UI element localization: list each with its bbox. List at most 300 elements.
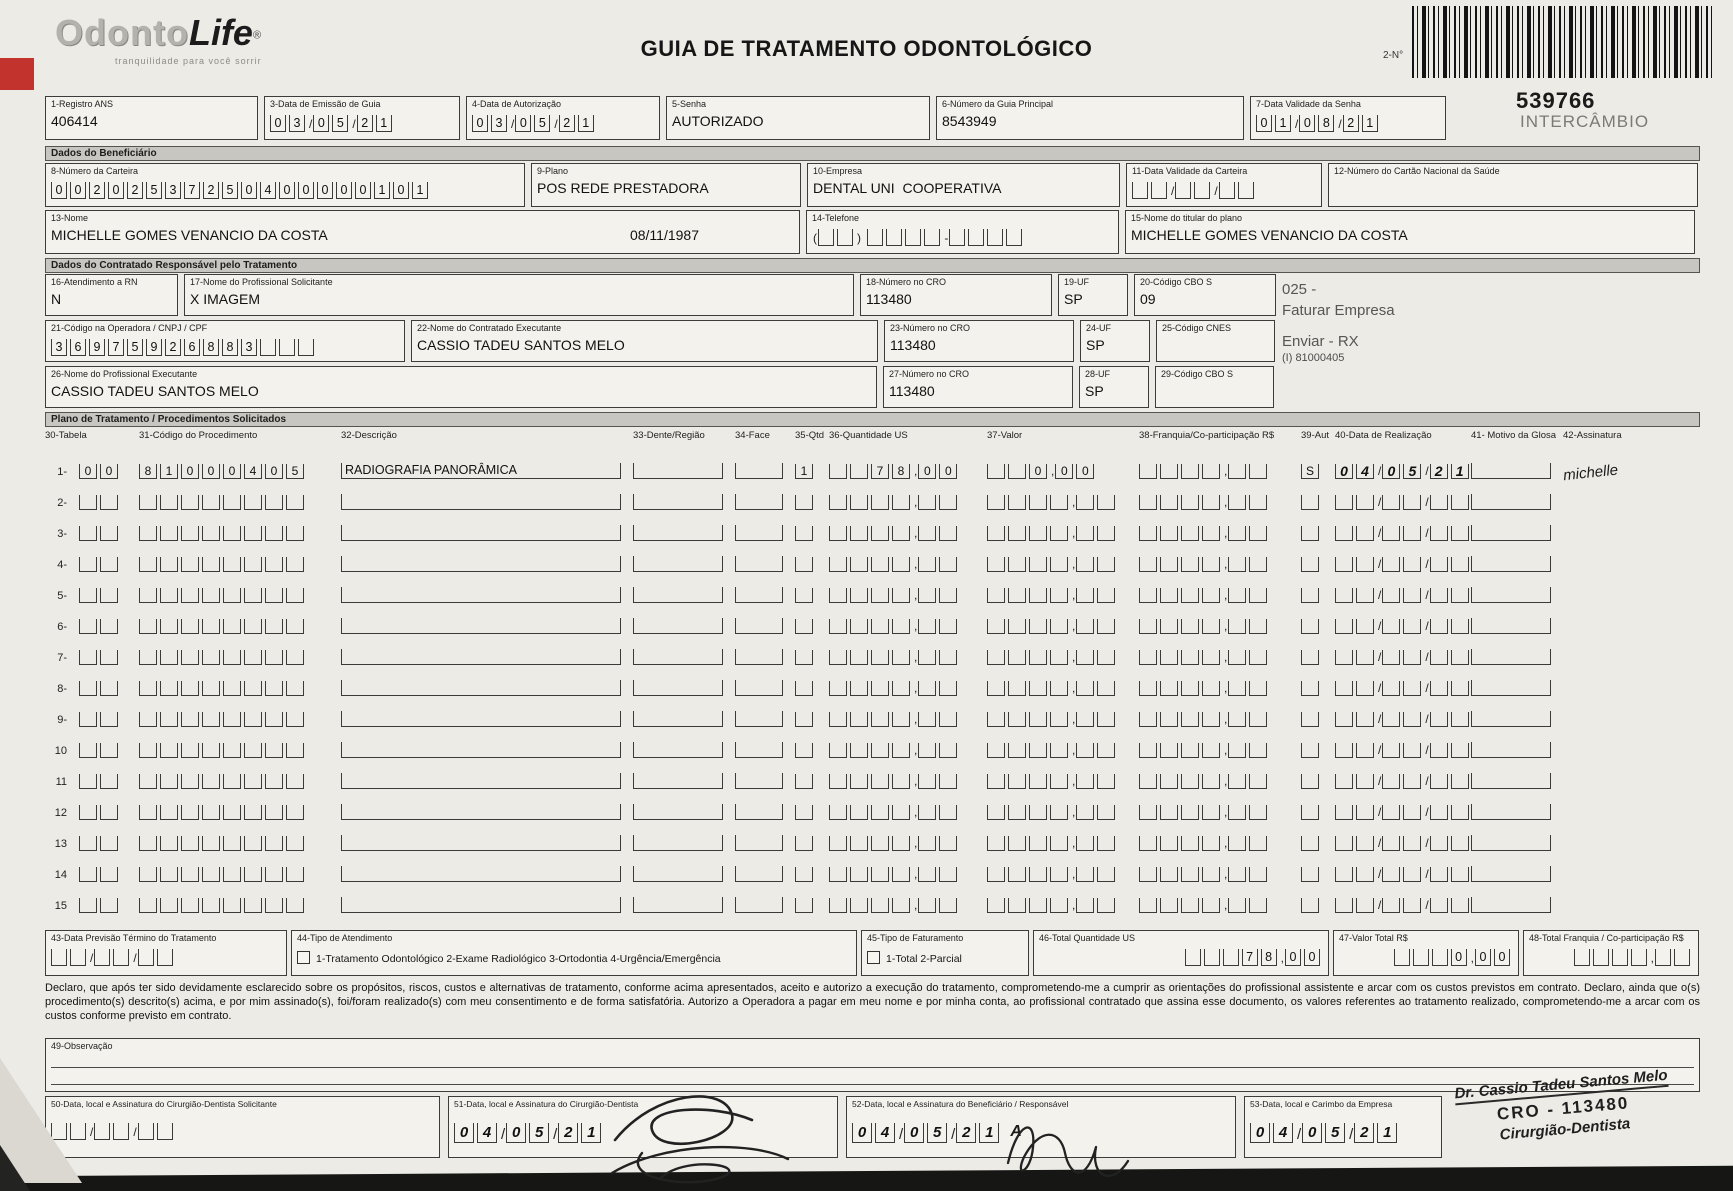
data-realizacao-comb: / /: [1335, 742, 1459, 758]
field-cro-solicitante: [860, 274, 1052, 316]
field-label: 9-Plano: [537, 166, 569, 176]
field-label: 16-Atendimento a RN: [51, 277, 138, 287]
procedure-row: [45, 851, 1663, 882]
field-label: 20-Código CBO S: [1140, 277, 1213, 287]
field-registro-ans: [45, 96, 258, 140]
field-observacao: [45, 1038, 1700, 1092]
tabela-comb: [79, 557, 127, 572]
procedure-row: [45, 479, 1663, 510]
aut-comb: [1301, 650, 1323, 665]
aut-comb: [1301, 557, 1323, 572]
qtd-comb: [795, 805, 817, 820]
field-value-comb: 3 6 9 7 5 9 2 6 8 8 3: [51, 339, 399, 356]
valor-comb: ,: [987, 525, 1127, 541]
field-value: MICHELLE GOMES VENANCIO DA COSTA: [51, 227, 328, 243]
field-senha: [666, 96, 930, 140]
col-assinatura: 42-Assinatura: [1563, 430, 1622, 441]
franquia-comb: ,: [1139, 680, 1289, 696]
field-value-comb: 0 , 0 0: [1339, 949, 1513, 966]
valor-comb: ,: [987, 680, 1127, 696]
codigo-comb: [139, 650, 329, 665]
dente-regiao-field: [633, 494, 723, 510]
tabela-comb: [79, 743, 127, 758]
data-realizacao-comb: / /: [1335, 494, 1459, 510]
row-number: 1-: [57, 466, 67, 478]
stamp-doctor-name: Dr. Cassio Tadeu Santos Melo: [1454, 1067, 1669, 1106]
data-realizacao-comb: / /: [1335, 649, 1459, 665]
qtd-comb: [795, 774, 817, 789]
field-value: 406414: [51, 113, 98, 129]
field-value-comb: 7 8 , 0 0: [1039, 949, 1323, 966]
row-number: 3-: [57, 528, 67, 540]
tabela-comb: [79, 898, 127, 913]
field-label: 21-Código na Operadora / CNPJ / CPF: [51, 323, 208, 333]
aut-comb: [1301, 588, 1323, 603]
tabela-comb: [79, 712, 127, 727]
field-value: SP: [1085, 383, 1104, 399]
field-label: 13-Nome: [51, 213, 89, 223]
codigo-comb: [139, 774, 329, 789]
field-value-comb: 0 0 2 0 2 5 3 7 2 5 0 4 0 0 0 0 0 1 0 1: [51, 182, 519, 199]
valor-comb: 0 , 0 0: [987, 463, 1127, 479]
descricao-field: [341, 804, 621, 820]
codigo-comb: [139, 619, 329, 634]
registered-mark-icon: ®: [252, 29, 262, 42]
aut-comb: [1301, 836, 1323, 851]
row-number: 4-: [57, 559, 67, 571]
quantidade-us-comb: ,: [829, 618, 975, 634]
col-aut: 39-Aut: [1301, 430, 1329, 441]
field-titular-plano: [1125, 210, 1695, 254]
descricao-field: [341, 587, 621, 603]
annotation-billing: Faturar Empresa: [1282, 302, 1395, 319]
field-uf-solicitante: [1058, 274, 1128, 316]
field-value: DENTAL UNI COOPERATIVA: [813, 180, 1002, 196]
field-label: 12-Número do Cartão Nacional da Saúde: [1334, 166, 1500, 176]
row-totals: [45, 930, 1699, 976]
field-label: 10-Empresa: [813, 166, 863, 176]
field-nome: [45, 210, 800, 254]
field-label: 3-Data de Emissão de Guia: [270, 99, 381, 109]
field-value: POS REDE PRESTADORA: [537, 180, 709, 196]
valor-comb: ,: [987, 494, 1127, 510]
field-value: SP: [1086, 337, 1105, 353]
col-qtd: 35-Qtd: [795, 430, 825, 441]
franquia-comb: ,: [1139, 587, 1289, 603]
field-label: 46-Total Quantidade US: [1039, 933, 1136, 943]
franquia-comb: ,: [1139, 804, 1289, 820]
field-label: 47-Valor Total R$: [1339, 933, 1408, 943]
codigo-comb: 8 1 0 0 0 4 0 5: [139, 464, 329, 479]
aut-comb: [1301, 619, 1323, 634]
qtd-comb: [795, 867, 817, 882]
dentist-signature-scribble: [600, 1085, 815, 1190]
field-tipo-faturamento: [861, 930, 1029, 976]
stamp-cro-number: CRO - 113480: [1496, 1093, 1631, 1124]
tabela-comb: [79, 867, 127, 882]
row-number: 12: [54, 807, 67, 819]
section-beneficiario: Dados do Beneficiário: [45, 146, 1700, 161]
descricao-field: RADIOGRAFIA PANORÂMICA: [341, 463, 621, 479]
codigo-comb: [139, 557, 329, 572]
codigo-comb: [139, 805, 329, 820]
quantidade-us-comb: ,: [829, 587, 975, 603]
qtd-comb: [795, 557, 817, 572]
declaration-text: Declaro, que após ter sido devidamente esclarecido sobre os propósitos, riscos, custos e alternativas de tratamento, conforme acima apresentados, aceito e autorizo a execução do tratamento, comprometendo-me a cumprir as orientações do profissional assistente e arcar com os custos previstos em contrato. Declaro, ainda que o(s) procedimento(s) descrito(s) acima, e por mim assinado(s), foi/foram realizado(s) com meu consentimento e de forma satisfatória. Autorizo a Operadora a pagar em meu nome e por minha conta, ao profissional contratado que assina esse documento, os valores referentes ao tratamento realizado, comprometendo-me a arcar com os custos conforme previsto em contrato.: [45, 982, 1700, 1022]
procedure-row: [45, 603, 1663, 634]
franquia-comb: ,: [1139, 866, 1289, 882]
field-data-autorizacao: [466, 96, 660, 140]
row-carteira: [45, 163, 1698, 207]
field-label: 7-Data Validade da Senha: [1256, 99, 1361, 109]
franquia-comb: ,: [1139, 494, 1289, 510]
field-label: 25-Código CNES: [1162, 323, 1232, 333]
face-field: [735, 680, 783, 696]
field-value-comb: 0 3 / 0 5 / 2 1: [270, 115, 454, 132]
logo-text-odonto: Odonto: [55, 12, 189, 53]
field-uf-executante: [1080, 320, 1150, 362]
qtd-comb: [795, 898, 817, 913]
field-cro-profissional: [883, 366, 1073, 408]
col-dente: 33-Dente/Região: [633, 430, 705, 441]
field-total-quantidade-us: [1033, 930, 1329, 976]
field-label: 11-Data Validade da Carteira: [1132, 166, 1248, 176]
valor-comb: ,: [987, 556, 1127, 572]
dente-regiao-field: [633, 556, 723, 572]
quantidade-us-comb: ,: [829, 835, 975, 851]
aut-comb: [1301, 774, 1323, 789]
assinatura-handwriting: [1563, 908, 1662, 918]
tipo-atendimento-checkbox: [297, 951, 310, 964]
field-empresa: [807, 163, 1120, 207]
franquia-comb: ,: [1139, 525, 1289, 541]
field-profissional-solicitante: [184, 274, 854, 316]
field-label: 5-Senha: [672, 99, 707, 109]
qtd-comb: [795, 681, 817, 696]
face-field: [735, 618, 783, 634]
field-label: 53-Data, local e Carimbo da Empresa: [1250, 1099, 1393, 1109]
descricao-field: [341, 680, 621, 696]
motivo-glosa-field: [1471, 587, 1551, 603]
dente-regiao-field: [633, 742, 723, 758]
motivo-glosa-field: [1471, 804, 1551, 820]
section-contratado: Dados do Contratado Responsável pelo Tratamento: [45, 258, 1700, 273]
data-realizacao-comb: 0 4 / 0 5 / 2 1: [1335, 463, 1459, 479]
qtd-comb: [795, 526, 817, 541]
descricao-field: [341, 711, 621, 727]
birth-date-value: 08/11/1987: [629, 227, 699, 243]
quantidade-us-comb: ,: [829, 773, 975, 789]
valor-comb: ,: [987, 773, 1127, 789]
field-previsao-termino: [45, 930, 287, 976]
qtd-comb: [795, 588, 817, 603]
motivo-glosa-field: [1471, 742, 1551, 758]
page-corner-shadow: [0, 1145, 30, 1191]
franquia-comb: ,: [1139, 618, 1289, 634]
field-cbo-solicitante: [1134, 274, 1276, 316]
dente-regiao-field: [633, 773, 723, 789]
field-value-comb: 0 3 / 0 5 / 2 1: [472, 115, 654, 132]
dente-regiao-field: [633, 680, 723, 696]
qtd-comb: 1: [795, 464, 817, 479]
field-label: 23-Número no CRO: [890, 323, 971, 333]
face-field: [735, 494, 783, 510]
procedure-row: [45, 727, 1663, 758]
field-contratado-executante: [411, 320, 878, 362]
col-face: 34-Face: [735, 430, 770, 441]
data-realizacao-comb: / /: [1335, 680, 1459, 696]
procedure-row: [45, 665, 1663, 696]
qtd-comb: [795, 743, 817, 758]
typed-annotations: [1282, 281, 1395, 364]
procedure-row: [45, 820, 1663, 851]
field-cro-executante: [884, 320, 1074, 362]
franquia-comb: ,: [1139, 649, 1289, 665]
tabela-comb: [79, 836, 127, 851]
row-nome-beneficiario: [45, 210, 1695, 254]
quantidade-us-comb: ,: [829, 742, 975, 758]
field-label: 49-Observação: [51, 1041, 113, 1051]
row-number: 7-: [57, 652, 67, 664]
assinatura-handwriting: michelle: [1562, 461, 1619, 485]
field-value-comb: 0 1 / 0 8 / 2 1: [1256, 115, 1440, 132]
field-label: 26-Nome do Profissional Executante: [51, 369, 198, 379]
descricao-field: [341, 494, 621, 510]
motivo-glosa-field: [1471, 897, 1551, 913]
procedure-row: [45, 758, 1663, 789]
field-label: 18-Número no CRO: [866, 277, 947, 287]
annotation-code: 025 -: [1282, 281, 1317, 298]
row-number: 10: [54, 745, 67, 757]
row-number: 14: [54, 869, 67, 881]
dente-regiao-field: [633, 866, 723, 882]
field-total-franquia: [1523, 930, 1699, 976]
franquia-comb: ,: [1139, 711, 1289, 727]
field-label: 6-Número da Guia Principal: [942, 99, 1054, 109]
field-value-comb: 0 4 / 0 5 / 2 1: [1250, 1123, 1436, 1143]
face-field: [735, 804, 783, 820]
dente-regiao-field: [633, 711, 723, 727]
annotation-send: Enviar - RX: [1282, 333, 1359, 350]
row-profissional-executante: [45, 366, 1274, 408]
qtd-comb: [795, 836, 817, 851]
field-validade-senha: [1250, 96, 1446, 140]
valor-comb: ,: [987, 618, 1127, 634]
field-data-emissao: [264, 96, 460, 140]
field-label: 19-UF: [1064, 277, 1090, 287]
field-value-comb: 0 4 / 0 5 / 2 1: [852, 1123, 1002, 1143]
procedure-row: [45, 572, 1663, 603]
codigo-comb: [139, 836, 329, 851]
dente-regiao-field: [633, 618, 723, 634]
procedure-row: [45, 696, 1663, 727]
field-label: 17-Nome do Profissional Solicitante: [190, 277, 333, 287]
motivo-glosa-field: [1471, 835, 1551, 851]
quantidade-us-comb: ,: [829, 525, 975, 541]
dente-regiao-field: [633, 587, 723, 603]
field-cartao-nacional-saude: [1328, 163, 1698, 207]
codigo-comb: [139, 712, 329, 727]
field-label: 15-Nome do titular do plano: [1131, 213, 1243, 223]
tabela-comb: [79, 495, 127, 510]
descricao-field: [341, 525, 621, 541]
motivo-glosa-field: [1471, 866, 1551, 882]
data-realizacao-comb: / /: [1335, 804, 1459, 820]
valor-comb: ,: [987, 649, 1127, 665]
face-field: [735, 866, 783, 882]
codigo-comb: [139, 743, 329, 758]
data-realizacao-comb: / /: [1335, 711, 1459, 727]
field-value-comb: / /: [1132, 182, 1316, 199]
col-quantidade-us: 36-Quantidade US: [829, 430, 908, 441]
row-executante: [45, 320, 1275, 362]
row-number: 15: [54, 900, 67, 912]
data-realizacao-comb: / /: [1335, 618, 1459, 634]
quantidade-us-comb: 7 8 , 0 0: [829, 463, 975, 479]
field-label: 27-Número no CRO: [889, 369, 970, 379]
procedure-row: [45, 510, 1663, 541]
row-solicitante: [45, 274, 1276, 316]
options-text: 1-Total 2-Parcial: [886, 953, 962, 965]
face-field: [735, 773, 783, 789]
data-realizacao-comb: / /: [1335, 525, 1459, 541]
field-assinatura-solicitante: [45, 1096, 440, 1158]
row-number: 13: [54, 838, 67, 850]
field-validade-carteira: [1126, 163, 1322, 207]
dente-regiao-field: [633, 897, 723, 913]
procedure-row: [45, 541, 1663, 572]
motivo-glosa-field: [1471, 711, 1551, 727]
franquia-comb: ,: [1139, 742, 1289, 758]
field-uf-profissional: [1079, 366, 1149, 408]
col-franquia: 38-Franquia/Co-participação R$: [1139, 430, 1275, 441]
field-valor-total: [1333, 930, 1519, 976]
face-field: [735, 649, 783, 665]
tipo-faturamento-checkbox: [867, 951, 880, 964]
valor-comb: ,: [987, 587, 1127, 603]
tabela-comb: [79, 650, 127, 665]
aut-comb: [1301, 526, 1323, 541]
section-plano-tratamento: Plano de Tratamento / Procedimentos Solicitados: [45, 412, 1700, 427]
franquia-comb: ,: [1139, 556, 1289, 572]
aut-comb: S: [1301, 464, 1323, 479]
descricao-field: [341, 556, 621, 572]
tabela-comb: [79, 619, 127, 634]
handwritten-mark: A: [1010, 1123, 1022, 1140]
tabela-comb: [79, 681, 127, 696]
logo-text-life: Life: [188, 12, 253, 53]
dente-regiao-field: [633, 804, 723, 820]
face-field: [735, 897, 783, 913]
quantidade-us-comb: ,: [829, 711, 975, 727]
field-label: 14-Telefone: [812, 213, 860, 223]
quantidade-us-comb: ,: [829, 804, 975, 820]
face-field: [735, 835, 783, 851]
observacao-ruled-line: [51, 1068, 1694, 1085]
col-valor: 37-Valor: [987, 430, 1023, 441]
motivo-glosa-field: [1471, 649, 1551, 665]
motivo-glosa-field: [1471, 773, 1551, 789]
observacao-ruled-line: [51, 1051, 1694, 1068]
data-realizacao-comb: / /: [1335, 587, 1459, 603]
barcode: [1412, 6, 1715, 78]
face-field: [735, 742, 783, 758]
motivo-glosa-field: [1471, 556, 1551, 572]
field-label: 24-UF: [1086, 323, 1112, 333]
franquia-comb: ,: [1139, 463, 1289, 479]
row-number: 2-: [57, 497, 67, 509]
valor-comb: ,: [987, 897, 1127, 913]
stamp-profession: Cirurgião-Dentista: [1499, 1115, 1631, 1144]
field-label: 52-Data, local e Assinatura do Beneficiário / Responsável: [852, 1099, 1069, 1109]
quantidade-us-comb: ,: [829, 649, 975, 665]
field-label: 51-Data, local e Assinatura do Cirurgião-Dentista: [454, 1099, 639, 1109]
motivo-glosa-field: [1471, 680, 1551, 696]
row-number: 11: [55, 776, 67, 788]
qtd-comb: [795, 619, 817, 634]
descricao-field: [341, 897, 621, 913]
annotation-ref: (I) 81000405: [1282, 352, 1345, 364]
procedure-row: [45, 882, 1663, 913]
field-value: SP: [1064, 291, 1083, 307]
field-value: X IMAGEM: [190, 291, 261, 307]
field-value-comb: / /: [51, 949, 281, 966]
descricao-field: [341, 773, 621, 789]
valor-comb: ,: [987, 711, 1127, 727]
field-value-comb: ( ) -: [812, 229, 1113, 246]
field-cbo-profissional: [1155, 366, 1274, 408]
row-authorization: [45, 96, 1446, 140]
scan-edge-shadow: [0, 1166, 1733, 1191]
quantidade-us-comb: ,: [829, 494, 975, 510]
qtd-comb: [795, 650, 817, 665]
field-plano: [531, 163, 801, 207]
field-value: 113480: [890, 337, 936, 353]
face-field: [735, 525, 783, 541]
field-value: CASSIO TADEU SANTOS MELO: [417, 337, 625, 353]
codigo-comb: [139, 898, 329, 913]
quantidade-us-comb: ,: [829, 680, 975, 696]
valor-comb: ,: [987, 804, 1127, 820]
aut-comb: [1301, 681, 1323, 696]
data-realizacao-comb: / /: [1335, 866, 1459, 882]
descricao-field: [341, 835, 621, 851]
field-label: 44-Tipo de Atendimento: [297, 933, 393, 943]
beneficiary-signature-scribble: [990, 1105, 1145, 1190]
qtd-comb: [795, 712, 817, 727]
field-value: 113480: [889, 383, 935, 399]
face-field: [735, 711, 783, 727]
face-field: [735, 463, 783, 479]
codigo-comb: [139, 526, 329, 541]
field-value: CASSIO TADEU SANTOS MELO: [51, 383, 259, 399]
procedure-row: [45, 634, 1663, 665]
motivo-glosa-field: [1471, 525, 1551, 541]
valor-comb: ,: [987, 835, 1127, 851]
field-tipo-atendimento: [291, 930, 857, 976]
dente-regiao-field: [633, 525, 723, 541]
quantidade-us-comb: ,: [829, 866, 975, 882]
field-cpf-cnpj: [45, 320, 405, 362]
tipo-faturamento-options: [867, 951, 1023, 965]
motivo-glosa-field: [1471, 618, 1551, 634]
aut-comb: [1301, 867, 1323, 882]
field-label: 43-Data Previsão Término do Tratamento: [51, 933, 217, 943]
procedure-row: [45, 448, 1663, 485]
data-realizacao-comb: / /: [1335, 556, 1459, 572]
qtd-comb: [795, 495, 817, 510]
field-value-comb: 0 4 / 0 5 / 2 1: [454, 1123, 832, 1143]
